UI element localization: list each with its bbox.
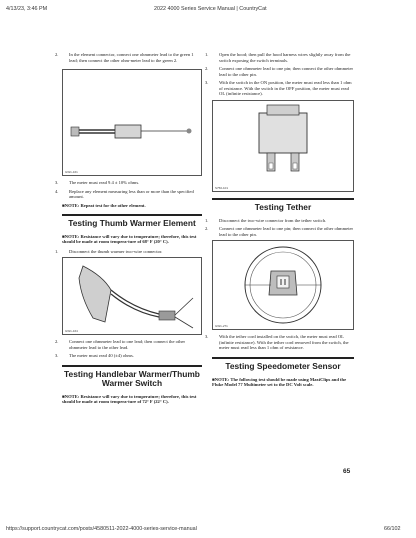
note-repeat-test: ■NOTE: Repeat test for the other element.	[62, 202, 146, 208]
left-step-2: 2. In the element connector, connect one ohmmeter lead to the green 1 lead; then connect the other ohm-meter lead to the green 2.	[55, 52, 194, 63]
left-column	[55, 52, 202, 409]
right-step-2: 2. Connect one ohmmeter lead to one pin; then connect the other ohmmeter lead to the other pin.	[205, 66, 354, 77]
left-step-3b: 3. The meter must read 40 (±4) ohms.	[55, 353, 134, 359]
element-connector-illustration	[63, 70, 201, 174]
heading-speedometer-sensor: Testing Speedometer Sensor	[212, 357, 354, 371]
page-number: 65	[343, 468, 351, 475]
note-temperature-72: ■NOTE: Resistance will vary due to temperature; therefore, this test should be made at room tempera-ture of 72° F (22° C).	[62, 393, 197, 405]
left-step-4: 4. Replace any element measuring less than or more than the specified amount.	[55, 188, 194, 199]
print-page-count: 66/102	[384, 526, 401, 532]
tether-figure	[212, 240, 354, 330]
thumb-warmer-illustration	[63, 258, 201, 333]
heading-testing-tether: Testing Tether	[212, 198, 354, 212]
right-step-1: 1. Open the hood; then pull the hood harness wires slightly away from the switch exposing the switch terminals.	[205, 52, 351, 63]
heading-thumb-warmer-element: Testing Thumb Warmer Element	[62, 214, 202, 228]
heading-handlebar-thumb-warmer-switch: Testing Handlebar Warmer/Thumb Warmer Switch	[62, 365, 202, 388]
figure-caption: S750-101	[215, 185, 229, 190]
right-step-3: 3. With the switch in the ON position, the meter must read less than 1 ohm of resistance. With the switch in the OFF position, the meter must read OL (infinite resistance).	[205, 80, 352, 96]
right-column	[205, 52, 354, 391]
left-step-1: 1. Disconnect the thumb warmer two-wire connector.	[55, 248, 163, 254]
note-temperature-68: ■NOTE: Resistance will vary due to temperature; therefore, this test should be made at room tempera-ture of 68° F (20° C).	[62, 233, 197, 245]
print-page-title: 2022 4000 Series Service Manual | CountryCat	[154, 6, 267, 12]
thumb-warmer-figure	[62, 257, 202, 335]
figure-caption: GW1-161	[65, 170, 78, 174]
print-timestamp: 4/13/23, 3:46 PM	[6, 6, 48, 12]
switch-figure	[212, 100, 354, 192]
print-url: https://support.countrycat.com/posts/4580511-2022-4000-series-service-manual	[6, 526, 197, 532]
tether-step-2: 2. Connect one ohmmeter lead to one pin; then connect the other ohmmeter lead to the other pin.	[205, 226, 354, 237]
left-step-3: 3. The meter must read 9.4 ± 10% ohms.	[55, 180, 140, 185]
tether-step-1: 1. Disconnect the two-wire connector from the tether switch.	[205, 217, 327, 223]
left-step-2b: 2. Connect one ohmmeter lead to one lead; then connect the other ohmmeter lead to the other lead.	[55, 339, 186, 350]
figure-caption: GW1-271	[215, 324, 228, 328]
element-connector-figure	[62, 69, 202, 176]
switch-illustration	[213, 101, 353, 190]
note-maxiclips: ■NOTE: The following test should be made using MaxiClips and the Fluke Model 77 Multimeter set to the DC Volt scale.	[212, 376, 347, 387]
tether-switch-illustration	[213, 241, 353, 328]
tether-step-3: 3. With the tether cord installed on the switch, the meter must read OL (infinite resistance). With the tether cord removed from the switch, the meter must read less than 1 ohm of resistance.	[205, 334, 349, 350]
figure-caption: GW1-164	[65, 329, 78, 334]
